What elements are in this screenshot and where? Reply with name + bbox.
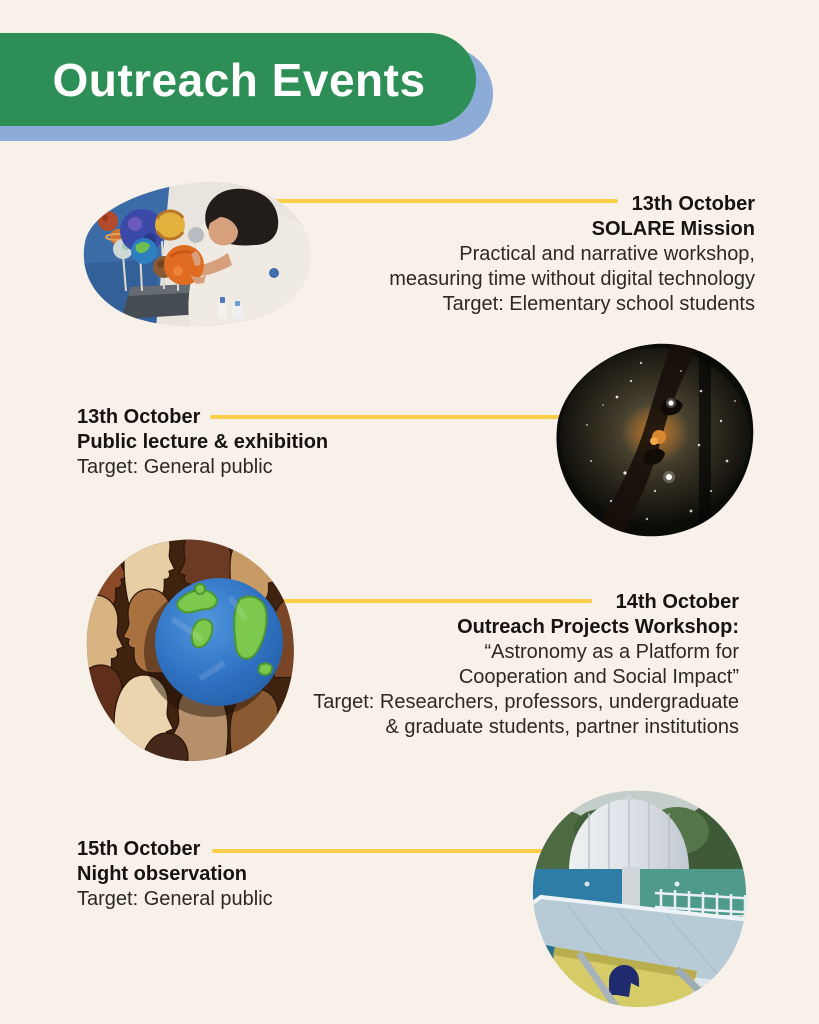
event-4-title: Night observation <box>77 863 248 885</box>
paper-earth-faces-image <box>80 537 301 764</box>
event-2-photo <box>551 341 760 542</box>
event-4-target: Target: General public <box>77 888 273 910</box>
event-1-text <box>389 192 755 317</box>
event-1-photo <box>78 179 316 328</box>
solar-system-model-image <box>78 179 316 328</box>
event-4-photo <box>527 789 759 1014</box>
event-1-title: SOLARE Mission <box>591 218 755 240</box>
event-1-detail: Practical and narrative workshop, <box>459 243 755 265</box>
event-2-date: 13th October <box>77 406 201 428</box>
event-1-date: 13th October <box>631 193 755 215</box>
observatory-image <box>527 789 759 1014</box>
event-4-date: 15th October <box>77 838 201 860</box>
event-3-date: 14th October <box>615 591 739 613</box>
galaxy-image <box>551 341 760 542</box>
title-banner <box>0 33 476 126</box>
page-title: Outreach Events <box>52 53 426 106</box>
event-1-target: Target: Elementary school students <box>442 293 755 315</box>
event-2-target: Target: General public <box>77 456 273 478</box>
event-3-title: Outreach Projects Workshop: <box>457 616 739 638</box>
event-3-target: & graduate students, partner institutions <box>385 716 739 738</box>
event-2-text <box>77 405 328 480</box>
event-3-photo <box>80 537 301 764</box>
event-3-detail: “Astronomy as a Platform for <box>484 641 739 663</box>
event-3-target: Target: Researchers, professors, undergraduate <box>313 691 739 713</box>
event-4-text <box>77 837 273 912</box>
event-2-title: Public lecture & exhibition <box>77 431 329 453</box>
event-3-detail: Cooperation and Social Impact” <box>458 666 739 688</box>
event-3-text <box>313 590 739 740</box>
event-1-detail: measuring time without digital technology <box>389 268 755 290</box>
